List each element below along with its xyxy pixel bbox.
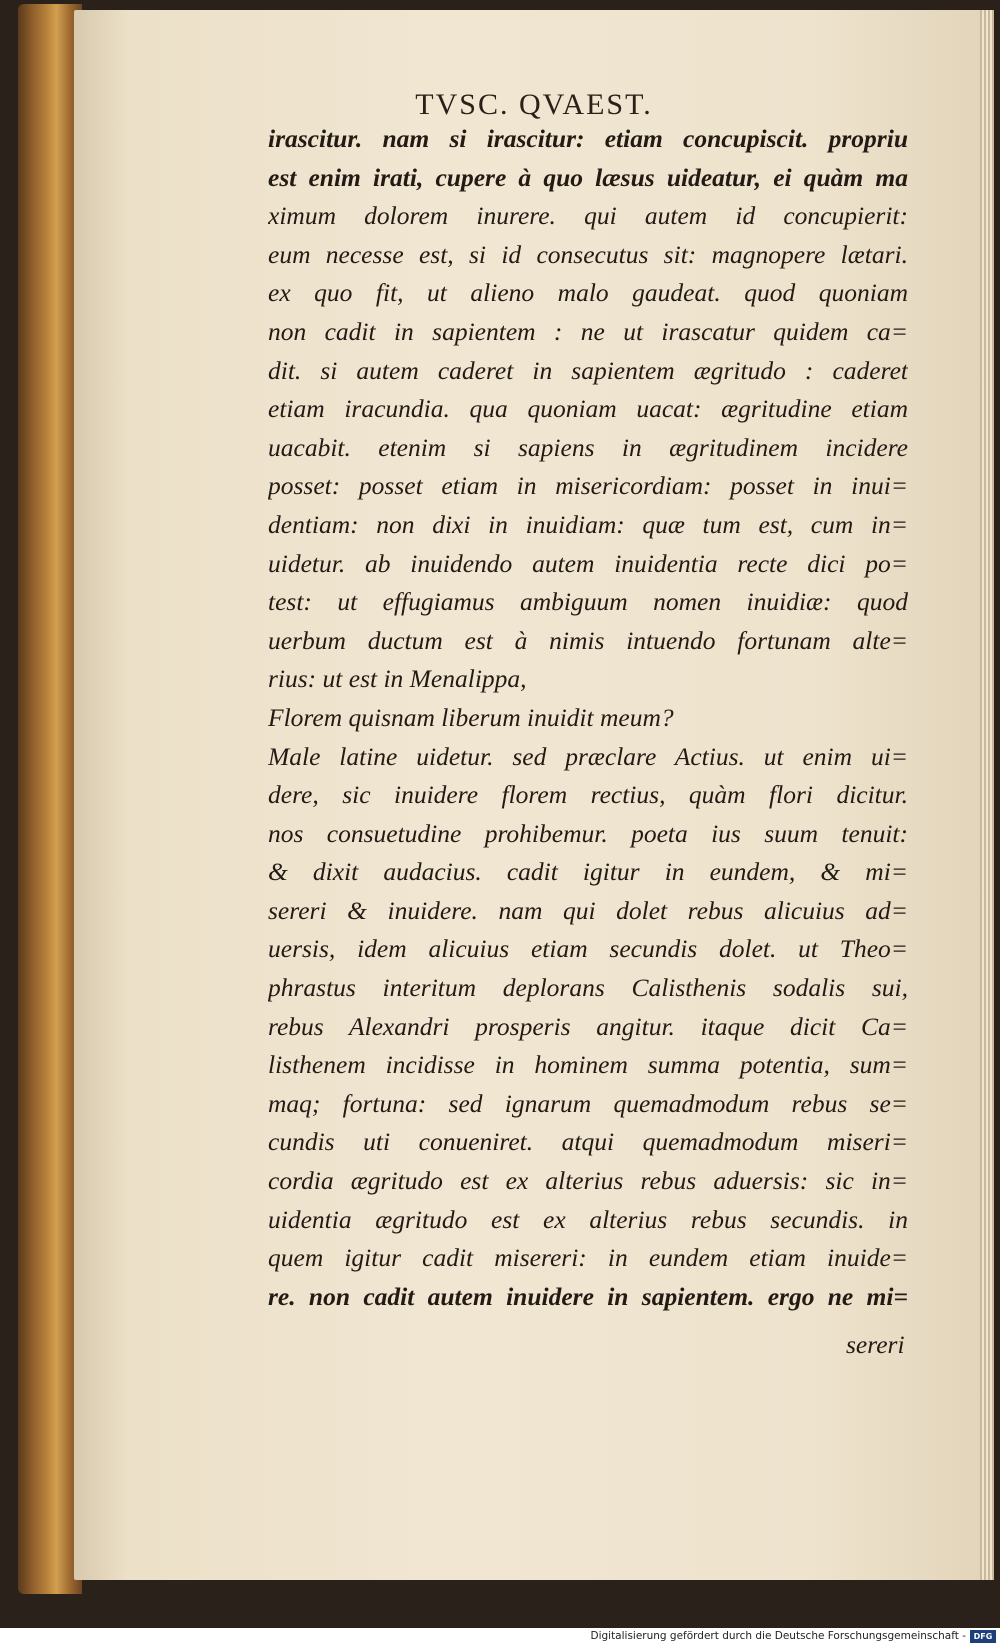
text-line: eum necesse est, si id consecutus sit: magnopere lætari. xyxy=(268,239,908,269)
text-line: Male latine uidetur. sed præclare Actius. ut enim ui= xyxy=(268,741,908,771)
running-head: TVSC. QVAEST. xyxy=(415,88,653,121)
text-line: ximum dolorem inurere. qui autem id concupierit: xyxy=(268,201,908,231)
verse-line: Florem quisnam liberum inuidit meum? xyxy=(268,702,674,732)
book-spine xyxy=(18,4,82,1594)
text-line: etiam iracundia. qua quoniam uacat: ægritudine etiam xyxy=(268,394,908,424)
text-line: quem igitur cadit misereri: in eundem etiam inuide= xyxy=(268,1243,908,1273)
text-line: uerbum ductum est à nimis intuendo fortunam alte= xyxy=(268,625,908,655)
text-line: uidetur. ab inuidendo autem inuidentia recte dici po= xyxy=(268,548,908,578)
text-line: uacabit. etenim si sapiens in ægritudinem incidere xyxy=(268,432,908,462)
text-line: uidentia ægritudo est ex alterius rebus secundis. in xyxy=(268,1204,908,1234)
text-line: phrastus interitum deplorans Calisthenis sodalis sui, xyxy=(268,973,908,1003)
text-line: est enim irati, cupere à quo læsus uideatur, ei quàm ma xyxy=(268,162,908,192)
page-edge xyxy=(980,10,994,1580)
text-line: cundis uti conueniret. atqui quemadmodum miseri= xyxy=(268,1127,908,1157)
text-line: dit. si autem caderet in sapientem ægritudo : caderet xyxy=(268,355,908,385)
text-line: & dixit audacius. cadit igitur in eundem, & mi= xyxy=(268,857,908,887)
catchword: sereri xyxy=(846,1330,905,1359)
text-line: re. non cadit autem inuidere in sapientem. ergo ne mi= xyxy=(268,1281,908,1311)
text-line: cordia ægritudo est ex alterius rebus aduersis: sic in= xyxy=(268,1166,908,1196)
text-block xyxy=(268,120,908,1316)
dfg-logo-icon: DFG xyxy=(970,1630,996,1643)
text-line: non cadit in sapientem : ne ut irascatur quidem ca= xyxy=(268,316,908,346)
text-line: nos consuetudine prohibemur. poeta ius suum tenuit: xyxy=(268,818,908,848)
text-line: maq; fortuna: sed ignarum quemadmodum rebus se= xyxy=(268,1088,908,1118)
text-line: rius: ut est in Menalippa, xyxy=(268,664,527,694)
text-line: sereri & inuidere. nam qui dolet rebus alicuius ad= xyxy=(268,895,908,925)
text-line: irascitur. nam si irascitur: etiam concupiscit. propriu xyxy=(268,124,908,153)
text-line: dere, sic inuidere florem rectius, quàm flori dicitur. xyxy=(268,780,908,810)
text-line: ex quo fit, ut alieno malo gaudeat. quod quoniam xyxy=(268,278,908,308)
text-line: posset: posset etiam in misericordiam: posset in inui= xyxy=(268,471,908,501)
text-line: test: ut effugiamus ambiguum nomen inuidiæ: quod xyxy=(268,587,908,617)
text-line: uersis, idem alicuius etiam secundis dolet. ut Theo= xyxy=(268,934,908,964)
text-line: dentiam: non dixi in inuidiam: quæ tum est, cum in= xyxy=(268,509,908,539)
text-line: listhenem incidisse in hominem summa potentia, sum= xyxy=(268,1050,908,1080)
funding-credit: Digitalisierung gefördert durch die Deutsche Forschungsgemeinschaft - xyxy=(590,1630,966,1642)
text-line: rebus Alexandri prosperis angitur. itaque dicit Ca= xyxy=(268,1011,908,1041)
